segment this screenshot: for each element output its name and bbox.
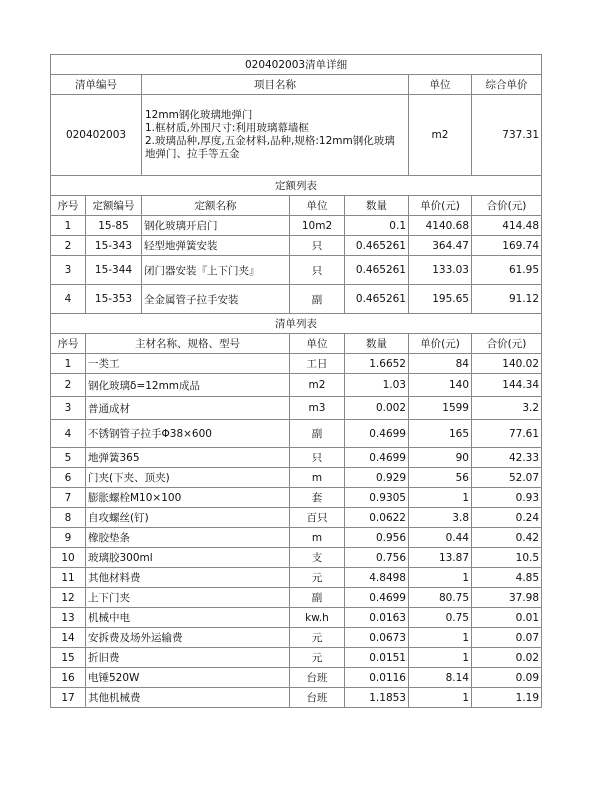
material-name: 机械中电: [86, 608, 290, 628]
quota-total: 414.48: [472, 216, 542, 236]
material-total: 37.98: [472, 588, 542, 608]
quota-code: 15-344: [86, 256, 142, 285]
material-price: 1: [409, 568, 472, 588]
material-price: 0.44: [409, 528, 472, 548]
quota-unit: 10m2: [290, 216, 345, 236]
quota-total-header: 合价(元): [472, 196, 542, 216]
material-row: [51, 354, 542, 374]
material-qty: 0.4699: [345, 588, 409, 608]
material-row: [51, 448, 542, 468]
material-row: [51, 528, 542, 548]
material-name: 自攻螺丝(钉): [86, 508, 290, 528]
quota-qty: 0.465261: [345, 236, 409, 256]
title-row: [51, 55, 542, 75]
material-name: 普通成材: [86, 397, 290, 420]
material-name: 膨胀螺栓M10×100: [86, 488, 290, 508]
material-total: 0.42: [472, 528, 542, 548]
material-no: 14: [51, 628, 86, 648]
quota-price: 133.03: [409, 256, 472, 285]
material-no: 10: [51, 548, 86, 568]
material-qty: 0.0116: [345, 668, 409, 688]
material-row: [51, 568, 542, 588]
material-no: 9: [51, 528, 86, 548]
material-total: 0.93: [472, 488, 542, 508]
material-header-row: [51, 334, 542, 354]
material-unit: 副: [290, 588, 345, 608]
quota-header-row: [51, 196, 542, 216]
quota-row: [51, 285, 542, 314]
material-qty: 0.002: [345, 397, 409, 420]
material-unit: 百只: [290, 508, 345, 528]
quota-no-header: 序号: [51, 196, 86, 216]
material-unit: m2: [290, 374, 345, 397]
quota-price: 4140.68: [409, 216, 472, 236]
material-price: 56: [409, 468, 472, 488]
quota-total: 61.95: [472, 256, 542, 285]
material-price: 84: [409, 354, 472, 374]
item-unit: m2: [409, 95, 472, 176]
material-row: [51, 468, 542, 488]
material-row: [51, 508, 542, 528]
item-unit-header: 单位: [409, 75, 472, 95]
quota-row: [51, 216, 542, 236]
material-row: [51, 608, 542, 628]
quota-rows: [51, 216, 542, 314]
material-price: 0.75: [409, 608, 472, 628]
item-feature-line: 2.玻璃品种,厚度,五金材料,品种,规格:12mm钢化玻璃地弹门、拉手等五金: [145, 135, 395, 160]
material-total: 0.02: [472, 648, 542, 668]
material-unit: 副: [290, 420, 345, 448]
material-row: [51, 548, 542, 568]
item-price: 737.31: [472, 95, 542, 176]
material-total: 140.02: [472, 354, 542, 374]
material-price: 165: [409, 420, 472, 448]
material-name: 其他材料费: [86, 568, 290, 588]
quota-qty: 0.1: [345, 216, 409, 236]
quota-no: 1: [51, 216, 86, 236]
material-unit: 套: [290, 488, 345, 508]
quota-unit-header: 单位: [290, 196, 345, 216]
material-price-header: 单价(元): [409, 334, 472, 354]
material-section-title: 清单列表: [51, 314, 542, 334]
material-rows: [51, 354, 542, 708]
item-feature-line: 1.框材质,外围尺寸:利用玻璃幕墙框: [145, 122, 309, 134]
material-row: [51, 648, 542, 668]
bill-detail-table: [50, 54, 542, 708]
material-unit: 工日: [290, 354, 345, 374]
material-name: 安拆费及场外运输费: [86, 628, 290, 648]
material-name: 其他机械费: [86, 688, 290, 708]
material-name: 玻璃胶300ml: [86, 548, 290, 568]
material-qty: 0.929: [345, 468, 409, 488]
quota-price-header: 单价(元): [409, 196, 472, 216]
material-qty: 0.4699: [345, 448, 409, 468]
material-qty: 0.956: [345, 528, 409, 548]
quota-no: 4: [51, 285, 86, 314]
material-qty: 0.756: [345, 548, 409, 568]
quota-code: 15-343: [86, 236, 142, 256]
item-name-line: 12mm钢化玻璃地弹门: [145, 109, 253, 121]
quota-unit: 副: [290, 285, 345, 314]
material-qty: 1.6652: [345, 354, 409, 374]
material-qty: 1.1853: [345, 688, 409, 708]
material-total: 1.19: [472, 688, 542, 708]
material-unit: 只: [290, 448, 345, 468]
material-qty: 1.03: [345, 374, 409, 397]
material-total: 10.5: [472, 548, 542, 568]
material-unit: m: [290, 528, 345, 548]
material-total: 0.09: [472, 668, 542, 688]
item-price-header: 综合单价: [472, 75, 542, 95]
quota-row: [51, 256, 542, 285]
material-price: 1: [409, 688, 472, 708]
material-no: 11: [51, 568, 86, 588]
material-row: [51, 397, 542, 420]
material-no: 8: [51, 508, 86, 528]
material-section-row: [51, 314, 542, 334]
quota-name-header: 定额名称: [142, 196, 290, 216]
quota-total: 169.74: [472, 236, 542, 256]
quota-price: 195.65: [409, 285, 472, 314]
material-total: 52.07: [472, 468, 542, 488]
material-qty: 4.8498: [345, 568, 409, 588]
material-price: 140: [409, 374, 472, 397]
table-title: 020402003清单详细: [51, 55, 542, 75]
material-no: 13: [51, 608, 86, 628]
material-name-header: 主材名称、规格、型号: [86, 334, 290, 354]
material-unit-header: 单位: [290, 334, 345, 354]
material-qty-header: 数量: [345, 334, 409, 354]
material-no: 4: [51, 420, 86, 448]
item-code-header: 清单编号: [51, 75, 142, 95]
quota-unit: 只: [290, 256, 345, 285]
material-name: 地弹簧365: [86, 448, 290, 468]
material-row: [51, 668, 542, 688]
quota-code-header: 定额编号: [86, 196, 142, 216]
material-total: 42.33: [472, 448, 542, 468]
material-price: 8.14: [409, 668, 472, 688]
material-name: 上下门夹: [86, 588, 290, 608]
quota-qty-header: 数量: [345, 196, 409, 216]
material-no: 3: [51, 397, 86, 420]
material-no-header: 序号: [51, 334, 86, 354]
material-row: [51, 688, 542, 708]
quota-qty: 0.465261: [345, 285, 409, 314]
item-header-row: [51, 75, 542, 95]
material-total: 77.61: [472, 420, 542, 448]
quota-name: 钢化玻璃开启门: [142, 216, 290, 236]
item-description: [142, 95, 409, 176]
material-row: [51, 628, 542, 648]
material-unit: 支: [290, 548, 345, 568]
material-name: 钢化玻璃δ=12mm成品: [86, 374, 290, 397]
material-no: 5: [51, 448, 86, 468]
quota-name: 全金属管子拉手安装: [142, 285, 290, 314]
material-price: 1: [409, 488, 472, 508]
material-no: 7: [51, 488, 86, 508]
quota-no: 3: [51, 256, 86, 285]
quota-code: 15-85: [86, 216, 142, 236]
item-name-header: 项目名称: [142, 75, 409, 95]
material-qty: 0.0673: [345, 628, 409, 648]
material-name: 橡胶垫条: [86, 528, 290, 548]
material-no: 16: [51, 668, 86, 688]
quota-price: 364.47: [409, 236, 472, 256]
material-name: 不锈钢管子拉手Φ38×600: [86, 420, 290, 448]
material-no: 1: [51, 354, 86, 374]
material-name: 一类工: [86, 354, 290, 374]
material-qty: 0.4699: [345, 420, 409, 448]
material-row: [51, 588, 542, 608]
material-name: 门夹(下夹、顶夹): [86, 468, 290, 488]
item-code: 020402003: [51, 95, 142, 176]
quota-name: 轻型地弹簧安装: [142, 236, 290, 256]
quota-section-title: 定额列表: [51, 176, 542, 196]
material-no: 2: [51, 374, 86, 397]
material-unit: m: [290, 468, 345, 488]
material-no: 12: [51, 588, 86, 608]
material-price: 1: [409, 648, 472, 668]
material-qty: 0.0151: [345, 648, 409, 668]
material-unit: 元: [290, 648, 345, 668]
material-unit: kw.h: [290, 608, 345, 628]
material-name: 折旧费: [86, 648, 290, 668]
quota-unit: 只: [290, 236, 345, 256]
quota-no: 2: [51, 236, 86, 256]
material-price: 1: [409, 628, 472, 648]
material-total: 3.2: [472, 397, 542, 420]
material-price: 90: [409, 448, 472, 468]
quota-qty: 0.465261: [345, 256, 409, 285]
material-no: 17: [51, 688, 86, 708]
material-total: 4.85: [472, 568, 542, 588]
quota-name: 闭门器安装『上下门夹』: [142, 256, 290, 285]
material-price: 80.75: [409, 588, 472, 608]
material-row: [51, 374, 542, 397]
material-unit: 元: [290, 568, 345, 588]
material-name: 电锤520W: [86, 668, 290, 688]
quota-row: [51, 236, 542, 256]
material-price: 3.8: [409, 508, 472, 528]
material-unit: m3: [290, 397, 345, 420]
quota-section-row: [51, 176, 542, 196]
material-qty: 0.0163: [345, 608, 409, 628]
material-price: 1599: [409, 397, 472, 420]
material-total: 144.34: [472, 374, 542, 397]
material-total: 0.24: [472, 508, 542, 528]
material-price: 13.87: [409, 548, 472, 568]
quota-code: 15-353: [86, 285, 142, 314]
material-unit: 台班: [290, 688, 345, 708]
material-unit: 台班: [290, 668, 345, 688]
material-total: 0.07: [472, 628, 542, 648]
item-row: [51, 95, 542, 176]
quota-total: 91.12: [472, 285, 542, 314]
material-qty: 0.0622: [345, 508, 409, 528]
material-row: [51, 488, 542, 508]
material-no: 15: [51, 648, 86, 668]
material-qty: 0.9305: [345, 488, 409, 508]
material-unit: 元: [290, 628, 345, 648]
material-row: [51, 420, 542, 448]
material-no: 6: [51, 468, 86, 488]
material-total: 0.01: [472, 608, 542, 628]
material-total-header: 合价(元): [472, 334, 542, 354]
